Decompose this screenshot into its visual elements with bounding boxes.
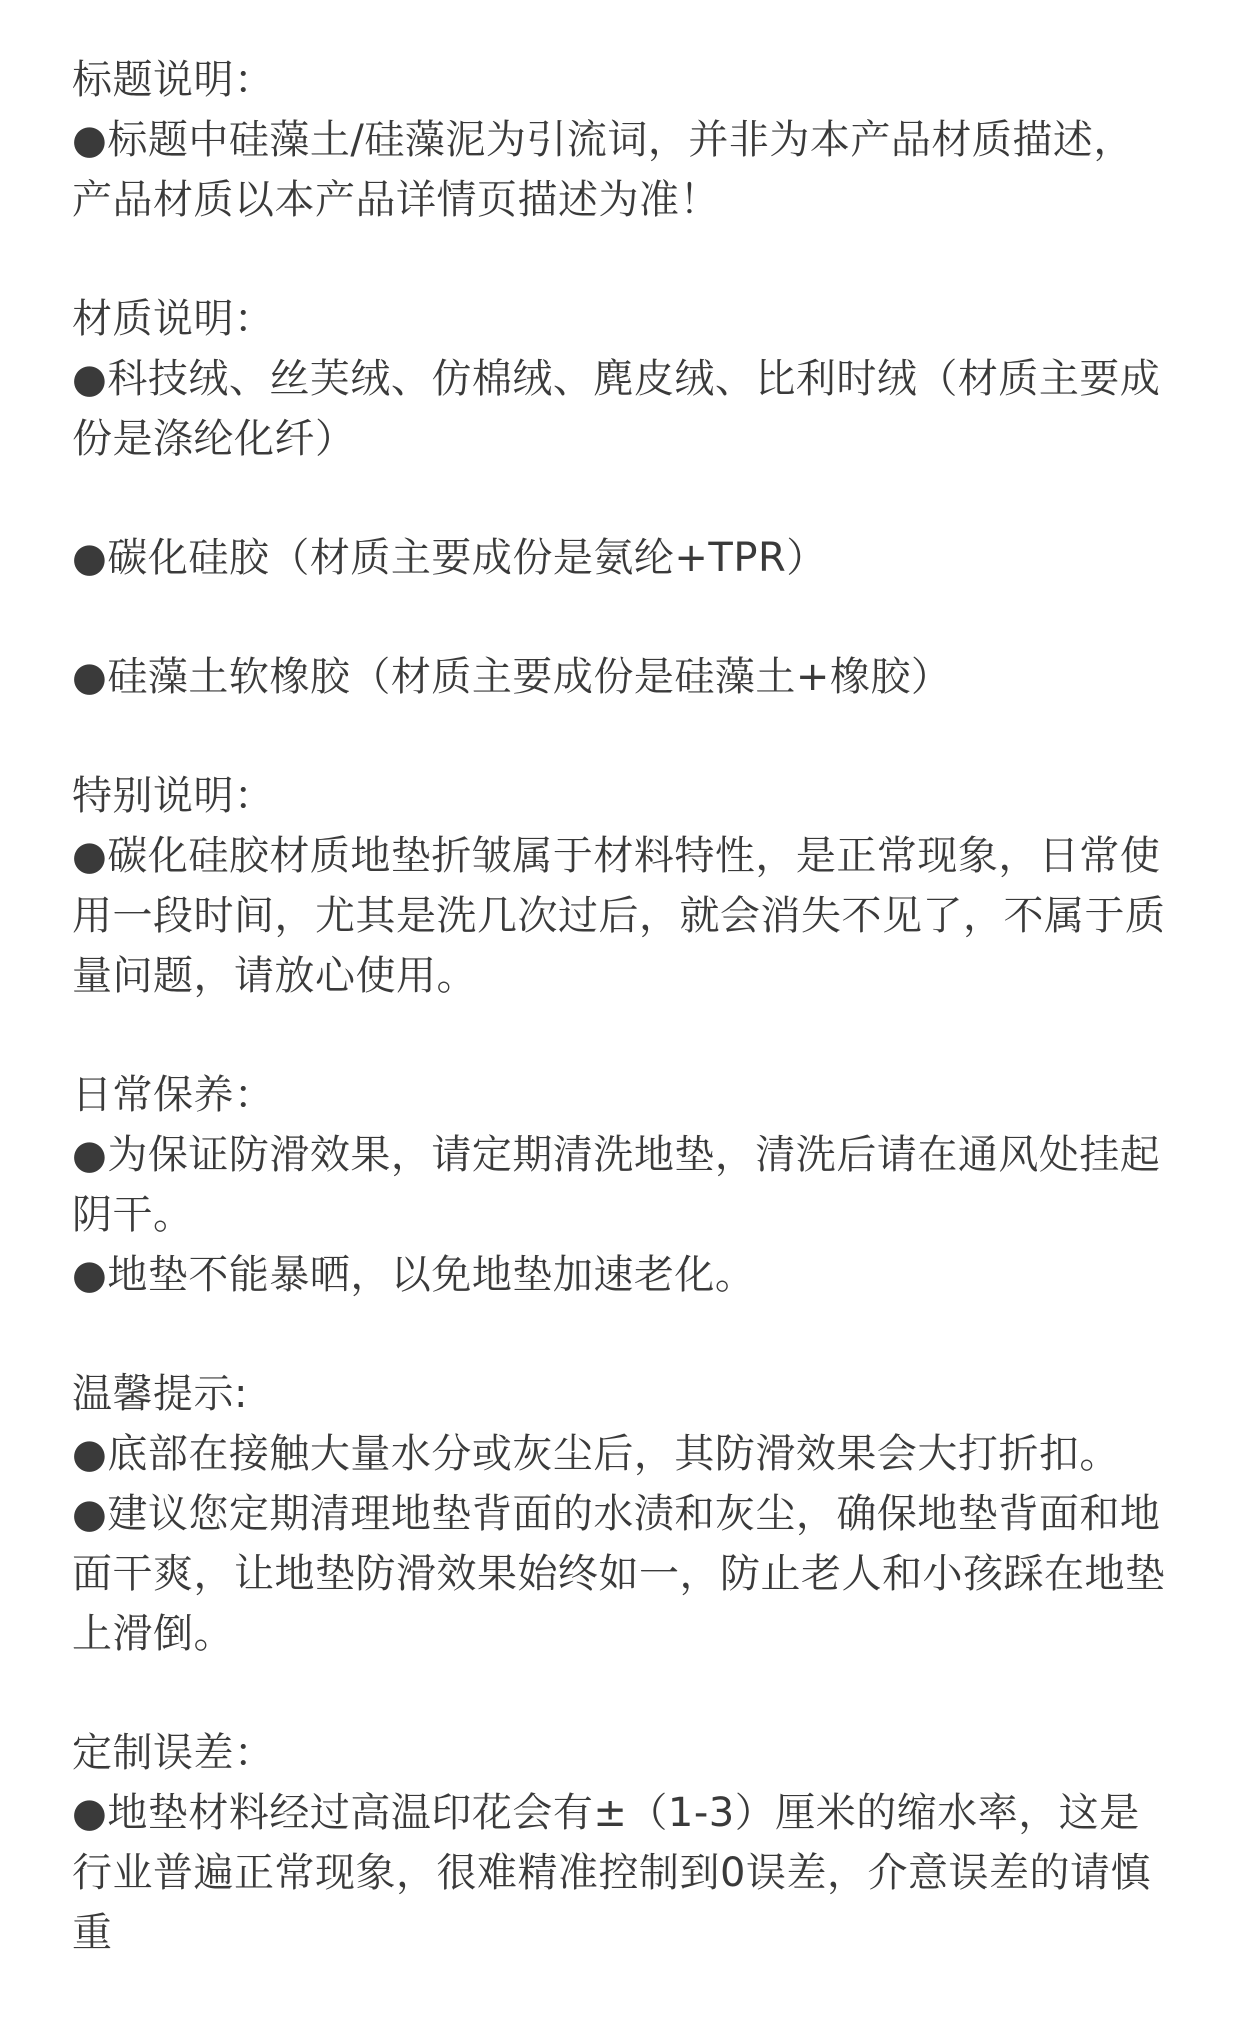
section-heading: 特别说明： <box>72 773 275 819</box>
bullet-paragraph: ●地垫材料经过高温印花会有±（1-3）厘米的缩水率，这是行业普遍正常现象，很难精准控制到0误差，介意误差的请慎重 <box>72 1790 1151 1956</box>
bullet-paragraph: ●碳化硅胶材质地垫折皱属于材料特性，是正常现象，日常使用一段时间，尤其是洗几次过后，就会消失不见了，不属于质量问题，请放心使用。 <box>72 833 1166 999</box>
bullet-paragraph: ●碳化硅胶（材质主要成份是氨纶+TPR） <box>72 535 827 581</box>
bullet-paragraph: ●标题中硅藻土/硅藻泥为引流词，并非为本产品材质描述，产品材质以本产品详情页描述为准！ <box>72 117 1134 223</box>
bullet-paragraph: ●科技绒、丝芙绒、仿棉绒、麂皮绒、比利时绒（材质主要成份是涤纶化纤） <box>72 356 1161 462</box>
section-special-notes <box>72 766 1172 1006</box>
bullet-paragraph: ●地垫不能暴晒，以免地垫加速老化。 <box>72 1252 756 1298</box>
bullet-paragraph: ●底部在接触大量水分或灰尘后，其防滑效果会大打折扣。 <box>72 1431 1120 1477</box>
section-heading: 定制误差： <box>72 1730 275 1776</box>
product-notes-document <box>72 50 1172 2022</box>
section-heading: 材质说明： <box>72 296 275 342</box>
section-material-notes <box>72 289 1172 707</box>
bullet-paragraph: ●建议您定期清理地垫背面的水渍和灰尘，确保地垫背面和地面干爽，让地垫防滑效果始终如一，防止老人和小孩踩在地垫上滑倒。 <box>72 1491 1166 1657</box>
bullet-paragraph: ●硅藻土软橡胶（材质主要成份是硅藻土+橡胶） <box>72 654 952 700</box>
section-heading: 温馨提示: <box>72 1371 248 1417</box>
section-custom-tolerance <box>72 1723 1172 1963</box>
section-title-notes <box>72 50 1172 230</box>
section-daily-care <box>72 1065 1172 1305</box>
section-heading: 标题说明： <box>72 57 275 103</box>
bullet-paragraph: ●为保证防滑效果，请定期清洗地垫，清洗后请在通风处挂起阴干。 <box>72 1132 1161 1238</box>
section-heading: 日常保养： <box>72 1072 275 1118</box>
section-warm-tips <box>72 1364 1172 1664</box>
